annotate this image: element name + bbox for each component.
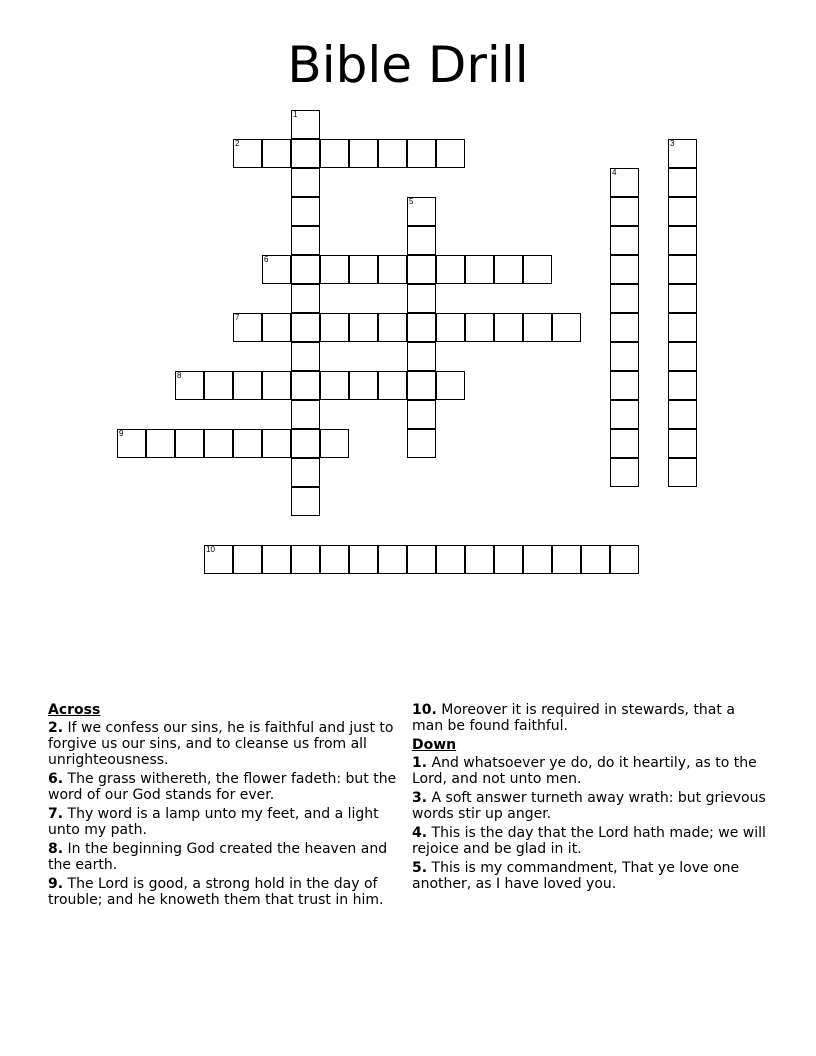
cell-number: 1 (293, 110, 298, 119)
crossword-cell[interactable] (610, 545, 639, 574)
crossword-cell[interactable] (262, 139, 291, 168)
clue-number: 2. (48, 720, 64, 736)
crossword-cell[interactable] (610, 342, 639, 371)
crossword-cell[interactable] (465, 545, 494, 574)
crossword-cell[interactable] (291, 429, 320, 458)
crossword-cell[interactable] (610, 255, 639, 284)
crossword-cell[interactable] (320, 313, 349, 342)
crossword-cell[interactable] (175, 429, 204, 458)
crossword-cell[interactable] (175, 371, 204, 400)
clue-number: 3. (412, 790, 428, 806)
crossword-cell[interactable] (610, 458, 639, 487)
crossword-cell[interactable] (407, 342, 436, 371)
crossword-cell[interactable] (523, 255, 552, 284)
clue-text: Moreover it is required in stewards, that a man be found faithful. (412, 702, 735, 734)
crossword-cell[interactable] (668, 400, 697, 429)
crossword-cell[interactable] (349, 313, 378, 342)
crossword-cell[interactable] (552, 313, 581, 342)
crossword-cell[interactable] (668, 458, 697, 487)
clue-down-1 (412, 755, 768, 787)
clue-text: The Lord is good, a strong hold in the day of trouble; and he knoweth them that trust in him. (48, 876, 384, 908)
crossword-cell[interactable] (407, 284, 436, 313)
clues-left-column (48, 702, 404, 911)
crossword-cell[interactable] (494, 313, 523, 342)
crossword-cell[interactable] (291, 139, 320, 168)
clue-number: 8. (48, 841, 64, 857)
crossword-cell[interactable] (668, 313, 697, 342)
crossword-cell[interactable] (320, 429, 349, 458)
crossword-cell[interactable] (610, 226, 639, 255)
clue-across-8 (48, 841, 404, 873)
clue-text: The grass withereth, the flower fadeth: but the word of our God stands for ever. (48, 771, 397, 803)
crossword-cell[interactable] (407, 371, 436, 400)
clues-right-column (412, 702, 768, 895)
cell-number: 10 (206, 545, 215, 554)
crossword-cell[interactable] (204, 545, 233, 574)
crossword-cell[interactable] (233, 139, 262, 168)
crossword-cell[interactable] (204, 429, 233, 458)
cell-number: 2 (235, 139, 240, 148)
crossword-cell[interactable] (291, 255, 320, 284)
crossword-cell[interactable] (378, 139, 407, 168)
crossword-cell[interactable] (262, 371, 291, 400)
crossword-cell[interactable] (407, 429, 436, 458)
crossword-cell[interactable] (378, 255, 407, 284)
crossword-cell[interactable] (668, 197, 697, 226)
crossword-cell[interactable] (349, 371, 378, 400)
crossword-cell[interactable] (262, 313, 291, 342)
clue-number: 9. (48, 876, 64, 892)
crossword-cell[interactable] (668, 429, 697, 458)
clue-text: And whatsoever ye do, do it heartily, as to the Lord, and not unto men. (412, 755, 757, 787)
clue-text: In the beginning God created the heaven and the earth. (48, 841, 388, 873)
clue-across-2 (48, 720, 404, 768)
crossword-cell[interactable] (262, 545, 291, 574)
crossword-cell[interactable] (291, 197, 320, 226)
crossword-cell[interactable] (407, 139, 436, 168)
crossword-cell[interactable] (610, 197, 639, 226)
clue-across-6 (48, 771, 404, 803)
clue-across-7 (48, 806, 404, 838)
down-heading: Down (412, 737, 457, 753)
crossword-cell[interactable] (668, 284, 697, 313)
clue-down-4 (412, 825, 768, 857)
crossword-cell[interactable] (668, 255, 697, 284)
clue-down-5 (412, 860, 768, 892)
crossword-cell[interactable] (407, 400, 436, 429)
crossword-cell[interactable] (204, 371, 233, 400)
clue-number: 10. (412, 702, 437, 718)
clue-text: A soft answer turneth away wrath: but grievous words stir up anger. (412, 790, 766, 822)
cell-number: 7 (235, 313, 240, 322)
clue-across-10 (412, 702, 768, 734)
clue-text: Thy word is a lamp unto my feet, and a light unto my path. (48, 806, 379, 838)
page-title: Bible Drill (287, 36, 529, 94)
cell-number: 8 (177, 371, 182, 380)
clue-number: 6. (48, 771, 64, 787)
crossword-cell[interactable] (378, 545, 407, 574)
clue-text: This is my commandment, That ye love one another, as I have loved you. (412, 860, 740, 892)
crossword-cell[interactable] (494, 255, 523, 284)
crossword-cell[interactable] (581, 545, 610, 574)
crossword-cell[interactable] (146, 429, 175, 458)
crossword-cell[interactable] (349, 139, 378, 168)
crossword-cell[interactable] (407, 313, 436, 342)
crossword-cell[interactable] (291, 458, 320, 487)
clue-number: 7. (48, 806, 64, 822)
cell-number: 6 (264, 255, 269, 264)
crossword-cell[interactable] (668, 139, 697, 168)
crossword-cell[interactable] (407, 255, 436, 284)
crossword-cell[interactable] (233, 545, 262, 574)
crossword-cell[interactable] (291, 545, 320, 574)
clue-across-9 (48, 876, 404, 908)
crossword-cell[interactable] (262, 255, 291, 284)
crossword-cell[interactable] (668, 342, 697, 371)
crossword-cell[interactable] (668, 371, 697, 400)
crossword-cell[interactable] (349, 545, 378, 574)
crossword-cell[interactable] (436, 139, 465, 168)
crossword-cell[interactable] (262, 429, 291, 458)
crossword-cell[interactable] (523, 545, 552, 574)
crossword-cell[interactable] (610, 400, 639, 429)
crossword-cell[interactable] (610, 168, 639, 197)
crossword-cell[interactable] (320, 371, 349, 400)
crossword-cell[interactable] (407, 197, 436, 226)
across-heading: Across (48, 702, 101, 718)
cell-number: 4 (612, 168, 617, 177)
cell-number: 9 (119, 429, 124, 438)
crossword-cell[interactable] (610, 313, 639, 342)
crossword-cell[interactable] (291, 110, 320, 139)
crossword-cell[interactable] (378, 313, 407, 342)
crossword-cell[interactable] (610, 371, 639, 400)
crossword-cell[interactable] (407, 226, 436, 255)
crossword-cell[interactable] (494, 545, 523, 574)
crossword-cell[interactable] (465, 313, 494, 342)
crossword-cell[interactable] (233, 371, 262, 400)
crossword-cell[interactable] (378, 371, 407, 400)
clue-down-3 (412, 790, 768, 822)
crossword-cell[interactable] (610, 429, 639, 458)
cell-number: 3 (670, 139, 675, 148)
crossword-cell[interactable] (291, 226, 320, 255)
crossword-cell[interactable] (233, 429, 262, 458)
crossword-cell[interactable] (436, 371, 465, 400)
crossword-cell[interactable] (291, 168, 320, 197)
crossword-cell[interactable] (291, 284, 320, 313)
crossword-cell[interactable] (291, 487, 320, 516)
cell-number: 5 (409, 197, 414, 206)
crossword-cell[interactable] (436, 313, 465, 342)
crossword-cell[interactable] (320, 139, 349, 168)
clue-number: 1. (412, 755, 428, 771)
crossword-cell[interactable] (436, 545, 465, 574)
crossword-cell[interactable] (233, 313, 262, 342)
crossword-cell[interactable] (320, 255, 349, 284)
crossword-cell[interactable] (465, 255, 494, 284)
crossword-cell[interactable] (291, 342, 320, 371)
crossword-cell[interactable] (291, 313, 320, 342)
crossword-cell[interactable] (320, 545, 349, 574)
clue-number: 4. (412, 825, 428, 841)
crossword-cell[interactable] (436, 255, 465, 284)
clue-number: 5. (412, 860, 428, 876)
crossword-cell[interactable] (407, 545, 436, 574)
crossword-cell[interactable] (610, 284, 639, 313)
crossword-cell[interactable] (349, 255, 378, 284)
clue-text: If we confess our sins, he is faithful and just to forgive us our sins, and to cleanse us from all unrighteousness. (48, 720, 394, 768)
crossword-cell[interactable] (523, 313, 552, 342)
crossword-cell[interactable] (291, 400, 320, 429)
crossword-cell[interactable] (552, 545, 581, 574)
crossword-cell[interactable] (291, 371, 320, 400)
crossword-cell[interactable] (668, 226, 697, 255)
clue-text: This is the day that the Lord hath made; we will rejoice and be glad in it. (412, 825, 766, 857)
crossword-cell[interactable] (117, 429, 146, 458)
crossword-cell[interactable] (668, 168, 697, 197)
